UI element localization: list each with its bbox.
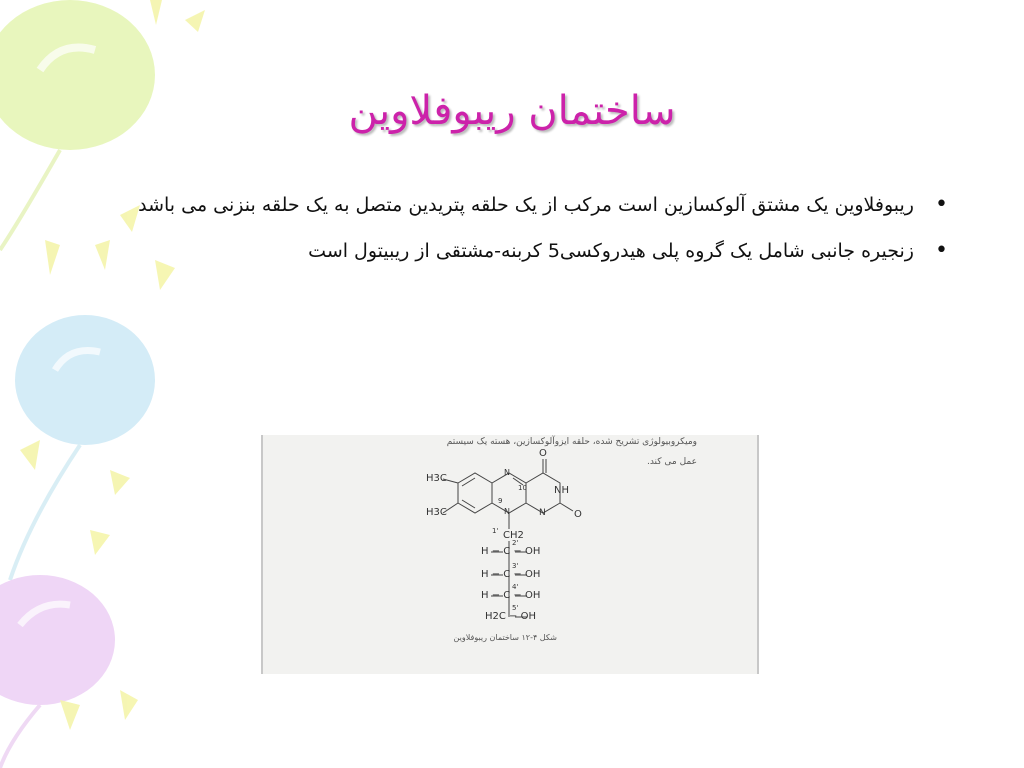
n-right-label: N — [539, 508, 546, 518]
c1-prime-label: 1' — [492, 527, 499, 535]
oxygen-top-label: O — [539, 448, 547, 459]
figure-top-text-2: عمل می کند. — [646, 457, 697, 467]
c2-prime-label: 2' — [512, 539, 519, 547]
bullet-text: ریبوفلاوین یک مشتق آلوکسازین است مرکب از یک حلقه پتریدین متصل به یک حلقه بنزنی می باشد — [138, 194, 914, 216]
methyl-top-label: H3C — [426, 473, 447, 484]
bullet-dot: • — [935, 238, 948, 263]
figure-top-text: ومیکروبیولوژی تشریح شده، حلقه ایزوآلوکسازین، هسته یک سیستم — [446, 437, 697, 447]
c3-prime-label: 3' — [512, 562, 519, 570]
ch2-label: CH2 — [503, 530, 524, 541]
bullet-text: زنجیره جانبی شامل یک گروه پلی هیدروکسی5 کربنه-مشتقی از ریبیتول است — [308, 240, 914, 262]
blue-balloon-icon — [15, 315, 155, 445]
chain-row-3: H − C − OH — [481, 569, 541, 580]
n10-label: 10 — [518, 484, 527, 492]
riboflavin-structure-figure — [261, 435, 759, 674]
chain-row-5: H2C − OH — [485, 611, 536, 622]
c4-prime-label: 4' — [512, 583, 519, 591]
methyl-bottom-label: H3C — [426, 507, 447, 518]
c5-prime-label: 5' — [512, 604, 519, 612]
n-bottom-label: N — [504, 507, 510, 516]
purple-balloon-icon — [0, 575, 115, 705]
n9-label: 9 — [498, 497, 503, 505]
chain-row-4: H − C − OH — [481, 590, 541, 601]
oxygen-right-label: O — [574, 509, 582, 520]
n-top-label: N — [504, 468, 510, 477]
slide-title: ساختمان ریبوفلاوین — [348, 88, 676, 134]
nh-label: NH — [554, 485, 569, 496]
figure-caption: شکل ۴-۱۲ ساختمان ریبوفلاوین — [453, 633, 557, 642]
bullet-dot: • — [935, 192, 948, 217]
chain-row-2: H − C − OH — [481, 546, 541, 557]
bullet-item — [108, 184, 948, 226]
bullet-item — [108, 230, 948, 272]
bullet-list — [108, 184, 948, 276]
